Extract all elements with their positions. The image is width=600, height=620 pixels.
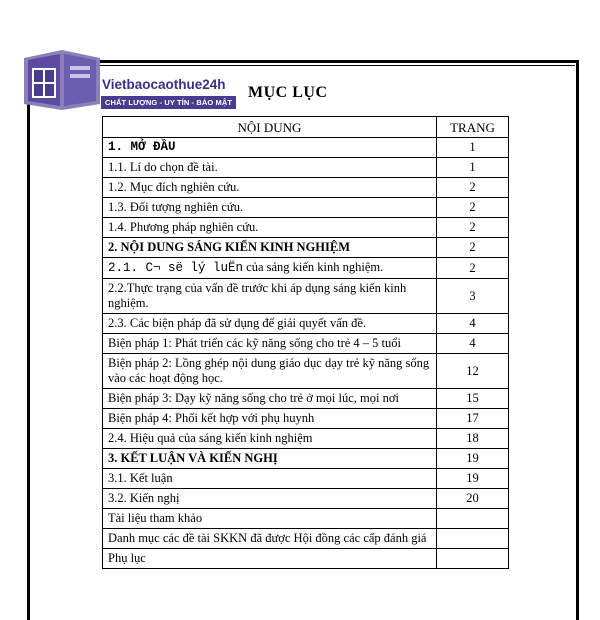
toc-page: 19 (437, 449, 509, 469)
table-row[interactable] (103, 238, 509, 258)
table-row[interactable] (103, 549, 509, 569)
toc-entry-suffix: của sáng kiến kinh nghiệm. (243, 260, 384, 274)
table-of-contents (102, 116, 509, 569)
toc-entry: 3. KẾT LUẬN VÀ KIẾN NGHỊ (103, 449, 437, 469)
table-row[interactable] (103, 314, 509, 334)
document-title: MỤC LỤC (248, 84, 328, 101)
toc-entry: Phụ lục (103, 549, 437, 569)
table-row[interactable] (103, 258, 509, 279)
table-row[interactable] (103, 489, 509, 509)
table-row[interactable] (103, 279, 509, 314)
table-row[interactable] (103, 389, 509, 409)
table-row[interactable] (103, 449, 509, 469)
toc-entry: 3.1. Kết luận (103, 469, 437, 489)
toc-entry-prefix: 2.1. C¬ së lý luËn (108, 261, 244, 275)
table-row[interactable] (103, 178, 509, 198)
toc-entry: 2.4. Hiệu quả của sáng kiến kinh nghiệm (103, 429, 437, 449)
table-row[interactable] (103, 529, 509, 549)
toc-entry: Danh mục các đề tài SKKN đã được Hội đồng các cấp đánh giá (103, 529, 437, 549)
table-row[interactable] (103, 429, 509, 449)
toc-entry: Biện pháp 4: Phối kết hợp với phụ huynh (103, 409, 437, 429)
toc-entry: 2. NỘI DUNG SÁNG KIẾN KINH NGHIỆM (103, 238, 437, 258)
toc-entry: 1.1. Lí do chọn đề tài. (103, 158, 437, 178)
toc-entry: 3.2. Kiến nghị (103, 489, 437, 509)
toc-page: 1 (437, 158, 509, 178)
toc-entry: 2.3. Các biện pháp đã sử dụng để giải quyết vấn đề. (103, 314, 437, 334)
toc-page: 2 (437, 258, 509, 279)
table-row[interactable] (103, 218, 509, 238)
toc-entry: Biện pháp 3: Dạy kỹ năng sống cho trẻ ở mọi lúc, mọi nơi (103, 389, 437, 409)
toc-page (437, 549, 509, 569)
site-logo[interactable] (22, 48, 233, 110)
toc-page: 2 (437, 178, 509, 198)
table-row[interactable] (103, 158, 509, 178)
column-header-content: NỘI DUNG (103, 117, 437, 138)
toc-entry: 1.3. Đối tượng nghiên cứu. (103, 198, 437, 218)
brand-name: Vietbaocaothue24h (102, 77, 226, 92)
toc-entry: Biện pháp 2: Lồng ghép nội dung giáo dục dạy trẻ kỹ năng sống vào các hoạt động học. (103, 354, 437, 389)
table-row[interactable] (103, 334, 509, 354)
toc-entry: Biện pháp 1: Phát triển các kỹ năng sống cho trẻ 4 – 5 tuổi (103, 334, 437, 354)
toc-entry: Tài liệu tham khảo (103, 509, 437, 529)
table-header-row (103, 117, 509, 138)
toc-page (437, 529, 509, 549)
toc-entry: 1.4. Phương pháp nghiên cứu. (103, 218, 437, 238)
toc-page: 20 (437, 489, 509, 509)
table-row[interactable] (103, 198, 509, 218)
table-row[interactable] (103, 509, 509, 529)
toc-page: 2 (437, 218, 509, 238)
toc-page: 3 (437, 279, 509, 314)
toc-page: 2 (437, 238, 509, 258)
toc-page: 12 (437, 354, 509, 389)
column-header-page: TRANG (437, 117, 509, 138)
toc-page: 4 (437, 334, 509, 354)
toc-page: 1 (437, 138, 509, 158)
toc-entry (103, 258, 437, 279)
table-row[interactable] (103, 138, 509, 158)
table-row[interactable] (103, 354, 509, 389)
toc-entry: 1.2. Mục đích nghiên cứu. (103, 178, 437, 198)
toc-entry: 2.2.Thực trạng của vấn đề trước khi áp dụng sáng kiến kinh nghiệm. (103, 279, 437, 314)
table-row[interactable] (103, 409, 509, 429)
toc-entry: 1. MỞ ĐẦU (103, 138, 437, 158)
toc-page: 19 (437, 469, 509, 489)
toc-page: 18 (437, 429, 509, 449)
toc-page (437, 509, 509, 529)
book-house-logo-icon (22, 48, 102, 110)
toc-page: 17 (437, 409, 509, 429)
toc-page: 2 (437, 198, 509, 218)
table-row[interactable] (103, 469, 509, 489)
toc-page: 4 (437, 314, 509, 334)
brand-tagline: CHẤT LƯỢNG - UY TÍN - BẢO MẬT (101, 96, 236, 109)
toc-page: 15 (437, 389, 509, 409)
